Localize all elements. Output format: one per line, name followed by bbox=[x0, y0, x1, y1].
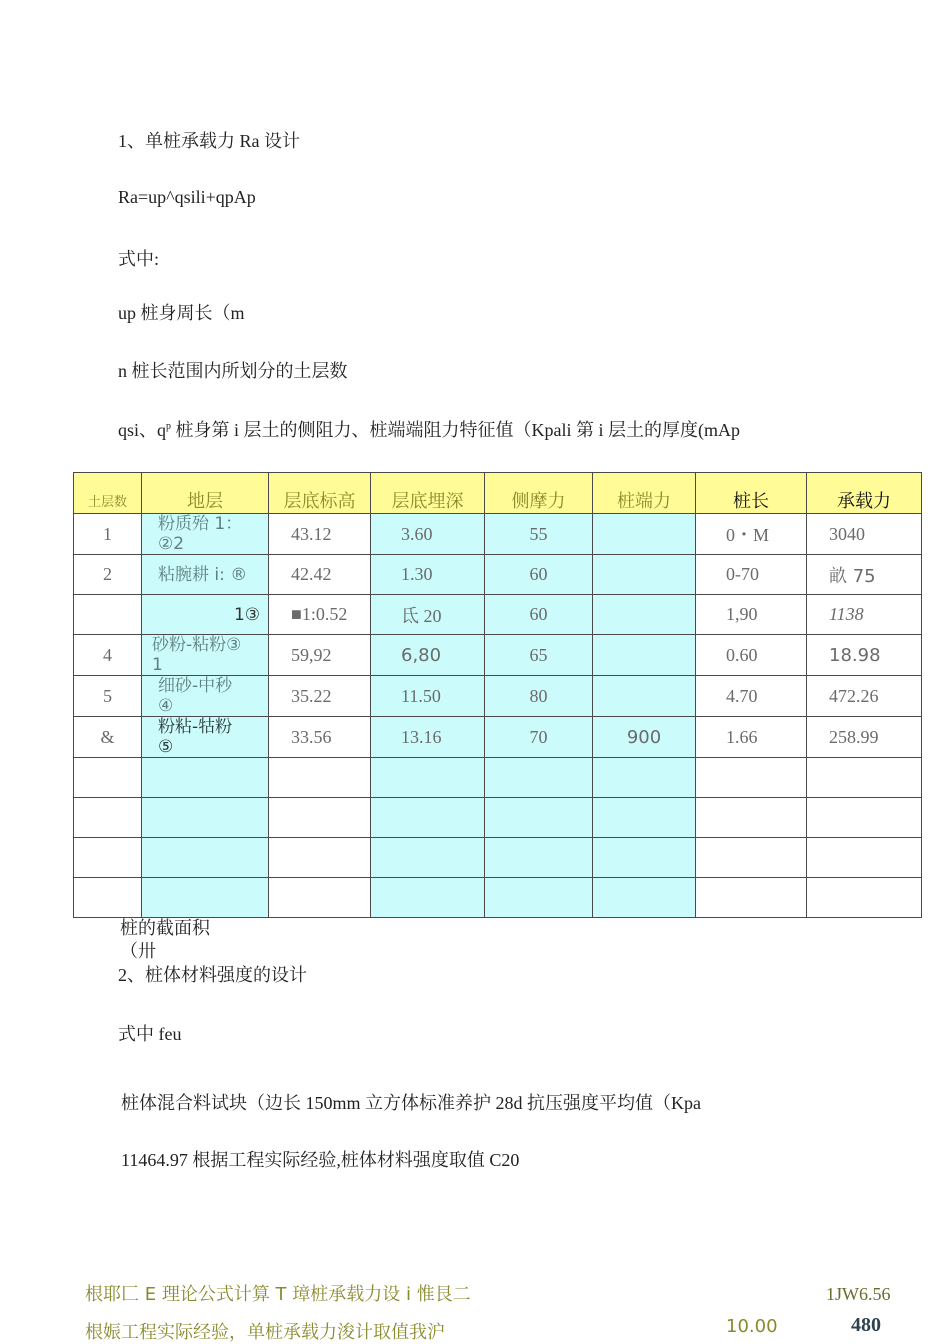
cell-elevation: 43.12 bbox=[269, 514, 371, 555]
cell-capacity: 472.26 bbox=[807, 676, 922, 717]
cell-depth: 13.16 bbox=[371, 717, 485, 758]
header-side-friction: 侧摩力 bbox=[485, 473, 593, 514]
cell-empty bbox=[807, 758, 922, 798]
table-row bbox=[74, 676, 922, 717]
cell-stratum: 粉质殆 1： ②2 bbox=[142, 514, 269, 555]
cell-layer-count: & bbox=[74, 717, 142, 758]
cell-empty bbox=[593, 758, 696, 798]
cell-end-resistance bbox=[593, 514, 696, 555]
cell-empty bbox=[142, 878, 269, 918]
cell-empty bbox=[269, 758, 371, 798]
cell-depth: 6,80 bbox=[371, 635, 485, 676]
cell-empty bbox=[593, 878, 696, 918]
table-row-empty bbox=[74, 798, 922, 838]
cell-elevation: ■1:0.52 bbox=[269, 595, 371, 635]
cell-end-resistance bbox=[593, 676, 696, 717]
cell-pile-length: 4.70 bbox=[696, 676, 807, 717]
cell-pile-length: 1.66 bbox=[696, 717, 807, 758]
cell-elevation: 33.56 bbox=[269, 717, 371, 758]
cell-depth: 氐 20 bbox=[371, 595, 485, 635]
cell-elevation: 59,92 bbox=[269, 635, 371, 676]
cell-empty bbox=[371, 838, 485, 878]
cell-empty bbox=[142, 798, 269, 838]
cell-stratum: 1③ bbox=[142, 595, 269, 635]
cell-empty bbox=[269, 838, 371, 878]
feu-label: 式中 feu bbox=[118, 1024, 182, 1044]
table-row-empty bbox=[74, 758, 922, 798]
header-end-resistance: 桩端力 bbox=[593, 473, 696, 514]
cell-pile-length: 0-70 bbox=[696, 555, 807, 595]
cell-elevation: 35.22 bbox=[269, 676, 371, 717]
cell-empty bbox=[807, 798, 922, 838]
footer-value-design: 480 bbox=[851, 1314, 881, 1336]
feu-result: 11464.97 根据工程实际经验,桩体材料强度取值 C20 bbox=[121, 1150, 520, 1170]
cell-pile-length: 0・M bbox=[696, 514, 807, 555]
cell-end-resistance bbox=[593, 555, 696, 595]
cell-empty bbox=[696, 798, 807, 838]
header-stratum: 地层 bbox=[142, 473, 269, 514]
cell-friction: 60 bbox=[485, 595, 593, 635]
def-qsi-part1: qsi、q bbox=[118, 420, 167, 440]
cell-empty bbox=[593, 798, 696, 838]
cell-stratum: 粘腕耕 i: ® bbox=[142, 555, 269, 595]
cell-end-resistance bbox=[593, 595, 696, 635]
cell-empty bbox=[74, 798, 142, 838]
def-qsi-part2: 桩身第 i 层土的侧阻力、桩端端阻力特征值（Kpali 第 i 层土的厚度(mAp bbox=[171, 420, 740, 440]
footer-value-theory: 1JW6.56 bbox=[826, 1284, 891, 1304]
table-row bbox=[74, 514, 922, 555]
cell-stratum: 砂粉-粘粉③ 1 bbox=[142, 635, 269, 676]
where-label: 式中: bbox=[118, 249, 160, 269]
cell-layer-count: 5 bbox=[74, 676, 142, 717]
cell-capacity: 18.98 bbox=[807, 635, 922, 676]
cell-capacity: 畝 75 bbox=[807, 555, 922, 595]
cell-capacity: 258.99 bbox=[807, 717, 922, 758]
soil-layer-table bbox=[73, 472, 922, 918]
cell-friction: 65 bbox=[485, 635, 593, 676]
table-row bbox=[74, 635, 922, 676]
cell-empty bbox=[807, 838, 922, 878]
cell-empty bbox=[807, 878, 922, 918]
table-row bbox=[74, 595, 922, 635]
cell-empty bbox=[74, 758, 142, 798]
cell-capacity: 1138 bbox=[807, 595, 922, 635]
header-capacity: 承载力 bbox=[807, 473, 922, 514]
cross-section-area-unit: （卅 bbox=[120, 941, 156, 961]
cell-empty bbox=[142, 838, 269, 878]
table-row bbox=[74, 717, 922, 758]
cell-empty bbox=[142, 758, 269, 798]
section1-title: 1、单桩承载力 Ra 设计 bbox=[118, 131, 300, 151]
table-row-empty bbox=[74, 838, 922, 878]
cell-empty bbox=[371, 878, 485, 918]
cell-empty bbox=[269, 878, 371, 918]
cell-depth: 11.50 bbox=[371, 676, 485, 717]
footer-theory-formula: 根耶匚 E 理论公式计算 T 璋桩承载力设 i 惟艮二 bbox=[85, 1284, 471, 1305]
cell-empty bbox=[485, 798, 593, 838]
cross-section-area-label: 桩的截面积 bbox=[120, 918, 210, 938]
cell-layer-count: 4 bbox=[74, 635, 142, 676]
cell-layer-count: 2 bbox=[74, 555, 142, 595]
cell-empty bbox=[485, 878, 593, 918]
ra-formula: Ra=up^qsili+qpAp bbox=[118, 187, 256, 207]
cell-end-resistance bbox=[593, 635, 696, 676]
def-qsi bbox=[118, 416, 740, 442]
footer-engineering-experience: 根娠工程实际经验，单桩承载力浚计取值我沪 bbox=[85, 1322, 445, 1343]
cell-empty bbox=[371, 798, 485, 838]
cell-end-resistance: 900 bbox=[593, 717, 696, 758]
cell-empty bbox=[485, 758, 593, 798]
cell-elevation: 42.42 bbox=[269, 555, 371, 595]
section2-title: 2、桩体材料强度的设计 bbox=[118, 965, 307, 985]
table-header-row bbox=[74, 473, 922, 514]
cell-empty bbox=[593, 838, 696, 878]
def-qsi-sup: p bbox=[166, 421, 172, 432]
cell-depth: 1.30 bbox=[371, 555, 485, 595]
cell-empty bbox=[74, 878, 142, 918]
cell-friction: 70 bbox=[485, 717, 593, 758]
header-bottom-depth: 层底埋深 bbox=[371, 473, 485, 514]
feu-description: 桩体混合料试块（边长 150mm 立方体标准养护 28d 抗压强度平均值（Kpa bbox=[121, 1093, 701, 1113]
cell-empty bbox=[696, 758, 807, 798]
cell-pile-length: 1,90 bbox=[696, 595, 807, 635]
cell-empty bbox=[269, 798, 371, 838]
table-row bbox=[74, 555, 922, 595]
cell-stratum: 细砂-中秒 ④ bbox=[142, 676, 269, 717]
cell-empty bbox=[696, 878, 807, 918]
header-bottom-elevation: 层底标高 bbox=[269, 473, 371, 514]
cell-friction: 80 bbox=[485, 676, 593, 717]
cell-empty bbox=[696, 838, 807, 878]
footer-value-factor: 10.00 bbox=[726, 1316, 778, 1337]
cell-empty bbox=[74, 838, 142, 878]
cell-friction: 60 bbox=[485, 555, 593, 595]
table-row-empty bbox=[74, 878, 922, 918]
cell-stratum: 粉粘-牯粉 ⑤ bbox=[142, 717, 269, 758]
cell-empty bbox=[485, 838, 593, 878]
cell-friction: 55 bbox=[485, 514, 593, 555]
cell-empty bbox=[371, 758, 485, 798]
cell-depth: 3.60 bbox=[371, 514, 485, 555]
def-n: n 桩长范围内所划分的土层数 bbox=[118, 361, 348, 381]
def-up: up 桩身周长（m bbox=[118, 303, 245, 323]
cell-pile-length: 0.60 bbox=[696, 635, 807, 676]
header-layer-count: 土层数 bbox=[74, 473, 142, 514]
cell-capacity: 3040 bbox=[807, 514, 922, 555]
cell-layer-count: 1 bbox=[74, 514, 142, 555]
header-pile-length: 桩长 bbox=[696, 473, 807, 514]
cell-layer-count bbox=[74, 595, 142, 635]
